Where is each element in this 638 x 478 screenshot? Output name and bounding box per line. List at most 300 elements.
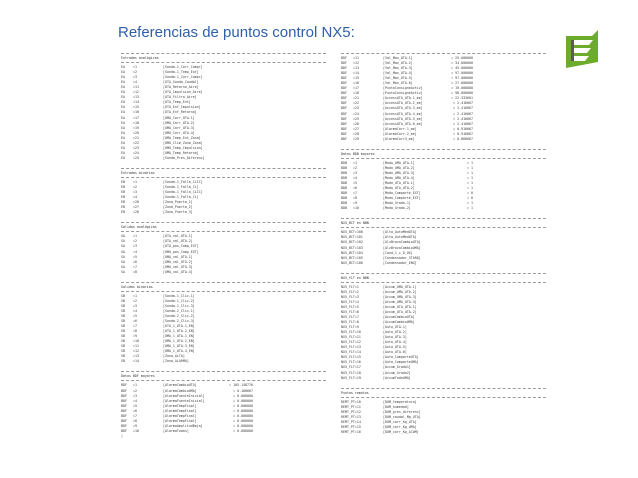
point-type: SA	[121, 259, 125, 264]
point-name: [Accum_UMA_UTA-1]	[383, 284, 417, 289]
point-index: =11	[353, 56, 359, 60]
point-type: SB	[121, 303, 125, 308]
point-name: [UMA_Temp_Retorno]	[163, 150, 199, 155]
point-type: NX5_FLT=4	[341, 299, 359, 304]
point-type: EB	[121, 200, 125, 205]
point-name: [Cond_1_c_D_UX]	[383, 250, 413, 255]
point-index: =2	[133, 70, 137, 75]
separator	[121, 62, 326, 64]
point-type: BDB	[341, 186, 347, 191]
separator	[121, 380, 326, 382]
point-name: [Auto_UTA-4]	[383, 340, 407, 345]
point-type: EA	[121, 95, 125, 100]
separator	[121, 282, 326, 284]
point-index: =1	[133, 383, 137, 388]
point-index: =21	[133, 135, 139, 140]
point-type: REMT_PT=10	[341, 399, 361, 404]
point-name: [Sonda-1_Corr_Compr]	[163, 75, 203, 80]
point-value: = 2.416667	[453, 111, 473, 116]
separator	[121, 371, 326, 373]
point-type: NX5_BCT=103	[341, 245, 363, 250]
point-index: =13	[133, 95, 139, 100]
point-name: [Auto_UTA-5]	[383, 345, 407, 350]
point-name: [Condensador_STARD]	[383, 255, 421, 260]
point-index: =1	[133, 65, 137, 70]
point-index: =15	[353, 76, 359, 81]
point-value: = 1	[467, 160, 473, 165]
point-type: EA	[121, 120, 125, 125]
point-type: BDB	[341, 165, 347, 170]
point-name: [UMA_1_UTA-2_EN]	[163, 339, 195, 344]
point-type: EA	[121, 110, 125, 115]
point-name: [DOM_corr_Kg_UMA]	[383, 424, 417, 429]
point-type: BDF	[121, 418, 127, 423]
point-name: [UTA_Enf_Retorno]	[163, 110, 197, 115]
point-name: [Sonda-1_Falla_CLIC]	[163, 190, 203, 195]
point-value: = 1	[467, 181, 473, 186]
point-index: =19	[133, 125, 139, 130]
separator	[341, 397, 546, 399]
point-type: EB	[121, 195, 125, 200]
point-name: [AccessUTA_UTA-5_me]	[383, 116, 423, 121]
point-type: SB	[121, 298, 125, 303]
point-type: EA	[121, 140, 125, 145]
point-index: =4	[133, 195, 137, 200]
point-value: = 0.666667	[453, 136, 473, 141]
point-index: =1	[133, 179, 137, 184]
point-index: =6	[133, 319, 137, 324]
point-name: [AccessUTA_UTA-4_me]	[383, 111, 423, 116]
point-index: =7	[133, 264, 137, 269]
point-name: [Modo_Grado-1]	[383, 201, 411, 206]
section-header: Datos BDB mayores	[341, 151, 375, 156]
point-type: SB	[121, 349, 125, 354]
point-type: SB	[121, 344, 125, 349]
point-name: [DOM_caudal_Mg_UTA]	[383, 414, 421, 419]
point-type: SA	[121, 249, 125, 254]
point-type: BDB	[341, 181, 347, 186]
section-header: Salidas analógicas	[121, 225, 157, 230]
point-type: BDB	[341, 206, 347, 211]
point-name: [Sonda-1_Clic-3]	[163, 303, 195, 308]
point-index: =4	[353, 175, 357, 180]
point-name: [Zona_ALARMA]	[163, 359, 189, 364]
point-index: =1	[133, 234, 137, 239]
point-type: EA	[121, 90, 125, 95]
point-type: NX5_BCT=106	[341, 260, 363, 265]
point-name: [DOM_corr_Kg_ACUM]	[383, 429, 419, 434]
section-gap	[121, 275, 326, 281]
point-index: =16	[133, 110, 139, 115]
point-name: [Sonda-2_Clic-3]	[163, 319, 195, 324]
point-type: BDF	[341, 76, 347, 81]
point-index: =1	[353, 160, 357, 165]
point-value: = 0.000000	[233, 398, 253, 403]
point-type: EA	[121, 130, 125, 135]
point-index: =22	[133, 140, 139, 145]
point-index: =4	[133, 308, 137, 313]
separator	[341, 149, 546, 151]
point-index: =13	[353, 66, 359, 71]
point-type: REMT_PT=11	[341, 404, 361, 409]
point-type: BDF	[121, 393, 127, 398]
left-column	[121, 52, 326, 439]
point-type: NX5_FLT=9	[341, 325, 359, 330]
company-logo-icon	[562, 30, 602, 68]
point-value: = 1	[467, 201, 473, 206]
point-type: EA	[121, 135, 125, 140]
point-name: [UTA_val_UTA-1]	[163, 234, 193, 239]
section-gap	[121, 161, 326, 167]
point-type: NX5_FLT=1	[341, 284, 359, 289]
point-name: [Sonda-1_Clic-2]	[163, 298, 195, 303]
point-name: [Accum_Grado2]	[383, 370, 411, 375]
point-name: [Val_Max_UTA-3]	[383, 66, 413, 71]
point-type: NX5_FLT=14	[341, 350, 361, 355]
point-name: [AccessUTA_UTA-6_me]	[383, 121, 423, 126]
point-name: [UTA_1_UTA-2_EN]	[163, 329, 195, 334]
point-type: BDF	[121, 403, 127, 408]
point-name: [UMA_val_UTA-1]	[163, 254, 193, 259]
point-name: [UMA_Temp_Impulsion]	[163, 145, 203, 150]
point-type: BDF	[341, 91, 347, 96]
point-value: = 22.333601	[451, 96, 473, 101]
point-value: = 2.416667	[453, 101, 473, 106]
point-type: NX5_FLT=12	[341, 340, 361, 345]
separator	[341, 218, 546, 220]
point-name: [Modo_UMA_UTA-2]	[383, 165, 415, 170]
point-index: =10	[353, 206, 359, 211]
point-type: REMT_PT=13	[341, 414, 361, 419]
point-type: BDB	[341, 175, 347, 180]
point-name: [DOM_corr_Kg_UTA]	[383, 419, 417, 424]
point-index: =15	[133, 105, 139, 110]
point-value: = 19.000000	[451, 86, 473, 91]
point-value: = 0.000000	[233, 413, 253, 418]
point-index: =24	[353, 111, 359, 116]
point-type: EA	[121, 115, 125, 120]
point-name: [UMA_Corr_UTA-4]	[163, 130, 195, 135]
point-name: [AccumCambioUTA]	[383, 315, 415, 320]
point-type: BDF	[341, 66, 347, 71]
point-type: NX5_FLT=19	[341, 375, 361, 380]
point-type: NX5_FLT=3	[341, 294, 359, 299]
point-index: =25	[353, 116, 359, 121]
point-value: = 105.148776	[229, 383, 253, 388]
point-index: =6	[133, 408, 137, 413]
point-name: [Zona_Puerta_1]	[163, 200, 193, 205]
separator	[341, 273, 546, 275]
point-index: =1	[133, 293, 137, 298]
point-type: SA	[121, 239, 125, 244]
point-name: [Val_Max_UTA-4]	[383, 71, 413, 76]
point-name: [AlarmaCambioUMA]	[163, 388, 197, 393]
point-value: = 1	[467, 186, 473, 191]
point-name: [DOM_temperatura]	[383, 399, 417, 404]
point-type: SB	[121, 319, 125, 324]
point-value: = 2.416667	[453, 106, 473, 111]
point-value: = 97.000000	[451, 71, 473, 76]
page-title: Referencias de puntos control NX5:	[118, 24, 355, 41]
point-index: =29	[353, 136, 359, 141]
point-name: [AlarmaFuenteInicial]	[163, 398, 205, 403]
section-gap	[341, 142, 546, 148]
point-name: [AlarmaAmplitudBaja]	[163, 423, 203, 428]
point-type: REMT_PT=12	[341, 409, 361, 414]
point-index: =3	[353, 170, 357, 175]
point-index: =14	[133, 100, 139, 105]
point-index: =14	[133, 359, 139, 364]
point-name: [Modo_Comparte_EXT]	[383, 191, 421, 196]
section-gap	[341, 381, 546, 387]
point-index: =2	[133, 388, 137, 393]
separator	[121, 231, 326, 233]
point-index: =2	[133, 239, 137, 244]
point-index: =11	[133, 85, 139, 90]
point-index: =9	[133, 423, 137, 428]
point-index: =17	[133, 115, 139, 120]
point-index: =6	[133, 259, 137, 264]
point-name: [Sonda-2_Clic-2]	[163, 313, 195, 318]
point-type: BDF	[341, 136, 347, 141]
point-name: [Modo_UMA_UTA-4]	[383, 175, 415, 180]
point-value: = 0.916667	[453, 126, 473, 131]
point-type: NX5_BCT=104	[341, 250, 363, 255]
point-name: [UTA_Sonda_Caudal]	[163, 80, 199, 85]
point-name: [UTA_val_UTA-2]	[163, 239, 193, 244]
point-name: [Auto_UTA-1]	[383, 325, 407, 330]
point-type: NX5_FLT=7	[341, 315, 359, 320]
point-name: [DOM_humedad]	[383, 404, 409, 409]
point-type: SB	[121, 334, 125, 339]
point-name: [Sonda-1_Falla_CL]	[163, 195, 199, 200]
separator	[341, 53, 546, 55]
point-index: =22	[353, 101, 359, 106]
point-type: BDF	[341, 81, 347, 86]
point-type: NX5_FLT=17	[341, 365, 361, 370]
point-index: =8	[133, 418, 137, 423]
point-value: = 45.000000	[451, 66, 473, 71]
section-header: NX5_FLT en NBN	[341, 275, 369, 280]
point-name: [AccumTodoUMA]	[383, 375, 411, 380]
point-name: [Alta_AutoMedUTA]	[383, 230, 417, 235]
point-type: BDF	[121, 413, 127, 418]
point-name: [DOM_pres_diferenc]	[383, 409, 421, 414]
point-type: NX5_FLT=11	[341, 335, 361, 340]
point-value: = 0	[467, 196, 473, 201]
point-name: [UMA_1_UTA-1_EN]	[163, 334, 195, 339]
separator	[341, 227, 546, 229]
point-index: =10	[133, 339, 139, 344]
point-type: REMT_PT=15	[341, 424, 361, 429]
point-type: REMT_PT=16	[341, 429, 361, 434]
point-name: [AlarmaFuenteInicial]	[163, 393, 205, 398]
text-cursor: |	[121, 433, 123, 438]
point-name: [Val_Max_UTA-5]	[383, 76, 413, 81]
point-name: [Sonda-1_Clic-1]	[163, 293, 195, 298]
point-name: [Val_Max_UTA-2]	[383, 61, 413, 66]
point-name: [Modo_UTA_UTA-1]	[383, 181, 415, 186]
point-value: = 1	[467, 170, 473, 175]
point-name: [UMA_Clim_Zona_Zona]	[163, 140, 203, 145]
point-index: =8	[353, 196, 357, 201]
separator	[121, 222, 326, 224]
point-name: [Sonda-1_Falla_CL]	[163, 185, 199, 190]
point-value: = 0	[467, 191, 473, 196]
point-index: =3	[133, 303, 137, 308]
point-type: EB	[121, 179, 125, 184]
point-type: BDF	[121, 383, 127, 388]
separator	[121, 168, 326, 170]
point-index: =2	[353, 165, 357, 170]
point-name: [Modo_Grado-2]	[383, 206, 411, 211]
point-type: BDF	[341, 96, 347, 101]
point-type: EA	[121, 70, 125, 75]
point-type: NX5_FLT=18	[341, 370, 361, 375]
point-name: [PuntoConsigneActiv]	[383, 91, 423, 96]
point-type: EB	[121, 205, 125, 210]
point-type: BDF	[121, 428, 127, 433]
point-name: [Accum_Grado1]	[383, 365, 411, 370]
point-index: =24	[133, 150, 139, 155]
point-value: = 0.000000	[233, 423, 253, 428]
right-column	[341, 52, 546, 435]
point-name: [UTA_1_UTA-1_EN]	[163, 324, 195, 329]
point-name: [UMA_Corr_UTA-3]	[163, 125, 195, 130]
point-index: =4	[133, 80, 137, 85]
point-type: BDF	[341, 56, 347, 60]
point-type: BDF	[341, 101, 347, 106]
point-type: BDF	[341, 121, 347, 126]
point-name: [Condensador_ENG]	[383, 260, 417, 265]
point-type: BDF	[341, 116, 347, 121]
point-type: BDB	[341, 170, 347, 175]
point-index: =10	[133, 428, 139, 433]
point-type: BDB	[341, 191, 347, 196]
point-name: [Auto_ComparteUTA]	[383, 355, 419, 360]
separator	[121, 291, 326, 293]
point-type: EA	[121, 100, 125, 105]
point-index: =14	[353, 71, 359, 76]
point-index: =7	[133, 324, 137, 329]
point-type: BDB	[341, 196, 347, 201]
point-type: EA	[121, 125, 125, 130]
section-gap	[121, 215, 326, 221]
point-value: = 0.000000	[233, 403, 253, 408]
point-index: =5	[133, 254, 137, 259]
point-index: =25	[133, 155, 139, 160]
point-name: [Val_Max_UTA-1]	[383, 56, 413, 60]
point-type: EA	[121, 155, 125, 160]
point-type: NX5_FLT=5	[341, 304, 359, 309]
point-value: = 97.000000	[451, 76, 473, 81]
point-name: [Alta_AutoMedUTA]	[383, 235, 417, 240]
point-type: NX5_BCT=102	[341, 240, 363, 245]
point-name: [Accum_UMA_UTA-3]	[383, 294, 417, 299]
point-index: =11	[133, 344, 139, 349]
point-row	[341, 430, 546, 435]
point-type: SB	[121, 354, 125, 359]
point-name: [Auto_UTA-3]	[383, 335, 407, 340]
point-name: [Sonda-1_Falla_CLIC]	[163, 179, 203, 184]
section-gap	[341, 211, 546, 217]
point-name: [AlarmaCorr3_me]	[383, 136, 415, 141]
point-index: =18	[133, 120, 139, 125]
point-value: = 0.916667	[453, 131, 473, 136]
point-index: =17	[353, 86, 359, 91]
point-type: EB	[121, 210, 125, 215]
point-type: BDF	[341, 126, 347, 131]
point-index: =2	[133, 298, 137, 303]
point-name: [AccumCambioUMA]	[383, 320, 415, 325]
point-name: [AlzBrazoCambioUTA]	[383, 240, 421, 245]
point-type: SB	[121, 329, 125, 334]
point-index: =26	[133, 200, 139, 205]
point-name: [UTA_Filtro_Aire]	[163, 95, 197, 100]
point-type: EB	[121, 190, 125, 195]
point-name: [Auto_ComparteUMA]	[383, 360, 419, 365]
separator	[341, 282, 546, 284]
point-type: EA	[121, 150, 125, 155]
point-name: [Zona_ALTA]	[163, 354, 185, 359]
point-type: BDF	[121, 388, 127, 393]
point-name: [UTA_Temp_Ext]	[163, 100, 191, 105]
point-type: NX5_BCT=101	[341, 235, 363, 240]
point-name: [Accum_UMA_UTA-4]	[383, 299, 417, 304]
point-name: [Zona_Puerta_3]	[163, 210, 193, 215]
point-name: [AlarmaTempFinal]	[163, 408, 197, 413]
point-value: = 1	[467, 165, 473, 170]
point-type: BDF	[341, 106, 347, 111]
point-name: [UMA_val_UTA-4]	[163, 269, 193, 274]
section-header: Datos BDF mayores	[121, 374, 155, 379]
point-value: = 1	[467, 175, 473, 180]
point-name: [Zona_Puerta_2]	[163, 205, 193, 210]
separator	[341, 158, 546, 160]
point-type: NX5_FLT=13	[341, 345, 361, 350]
point-name: [UTA_pos_Comp_EXT]	[163, 244, 199, 249]
point-type: SA	[121, 264, 125, 269]
section-header: NX5_BCT en NBN	[341, 221, 369, 226]
point-type: NX5_BCT=105	[341, 255, 363, 260]
section-header: Entradas analógicas	[121, 56, 159, 60]
point-name: [AlarmaCorr-2_me]	[383, 131, 417, 136]
point-index: =16	[353, 81, 359, 86]
point-value: = 0.000000	[233, 408, 253, 413]
point-index: =23	[353, 106, 359, 111]
point-type: SA	[121, 254, 125, 259]
point-type: SA	[121, 244, 125, 249]
point-name: [UMA_Corr_UTA-1]	[163, 115, 195, 120]
point-name: [UMA_Temp_Ext_Zona]	[163, 135, 201, 140]
point-index: =27	[353, 126, 359, 131]
point-name: [AlarmaTempFinal]	[163, 413, 197, 418]
point-index: =12	[133, 349, 139, 354]
point-name: [Accum_UMA_UTA-2]	[383, 289, 417, 294]
section-header: Salidas binarias	[121, 284, 153, 289]
point-value: = 0.000000	[233, 428, 253, 433]
point-index: =3	[133, 393, 137, 398]
point-type: EA	[121, 80, 125, 85]
point-name: [Sonda-1_Corr_Compr]	[163, 65, 203, 70]
point-type: EB	[121, 185, 125, 190]
point-value: = 0.166667	[233, 388, 253, 393]
point-index: =3	[133, 244, 137, 249]
point-name: [Accum_UTA_UTA-2]	[383, 309, 417, 314]
point-index: =7	[353, 191, 357, 196]
point-type: SB	[121, 324, 125, 329]
point-type: BDF	[341, 71, 347, 76]
